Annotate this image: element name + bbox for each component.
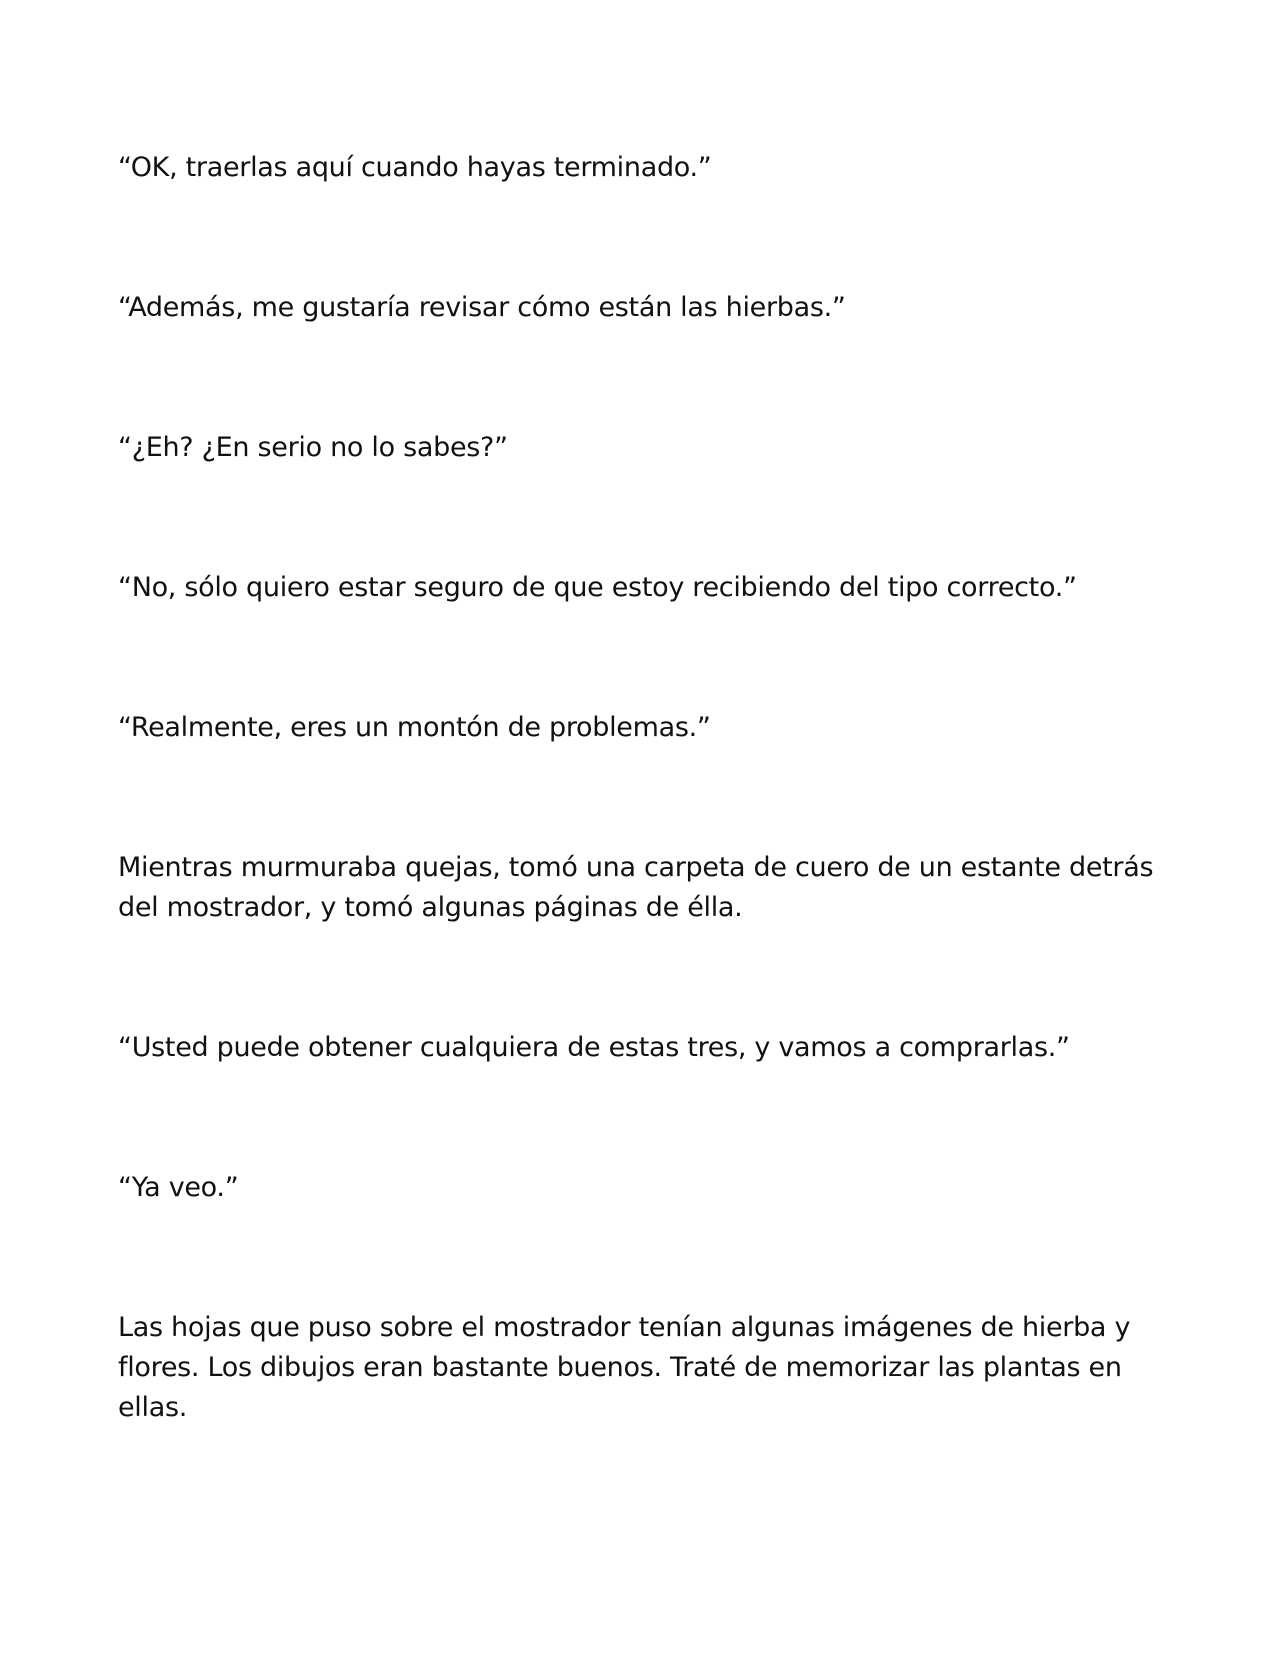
paragraph-dialogue: “Realmente, eres un montón de problemas.”	[118, 712, 711, 743]
paragraph-narration: Mientras murmuraba quejas, tomó una carpeta de cuero de un estante detrás del mostrador, y tomó algunas páginas de élla.	[118, 852, 1154, 923]
paragraph-dialogue: “Usted puede obtener cualquiera de estas tres, y vamos a comprarlas.”	[118, 1032, 1070, 1063]
paragraph-dialogue: “Ya veo.”	[118, 1172, 239, 1203]
paragraph-dialogue: “No, sólo quiero estar seguro de que estoy recibiendo del tipo correcto.”	[118, 572, 1077, 603]
paragraph-narration: Las hojas que puso sobre el mostrador tenían algunas imágenes de hierba y flores. Los dibujos eran bastante buenos. Traté de memorizar las plantas en ellas.	[118, 1312, 1131, 1423]
paragraph-dialogue: “¿Eh? ¿En serio no lo sabes?”	[118, 432, 508, 463]
paragraph-dialogue: “OK, traerlas aquí cuando hayas terminado.”	[118, 152, 712, 183]
paragraph-dialogue: “Además, me gustaría revisar cómo están las hierbas.”	[118, 292, 846, 323]
